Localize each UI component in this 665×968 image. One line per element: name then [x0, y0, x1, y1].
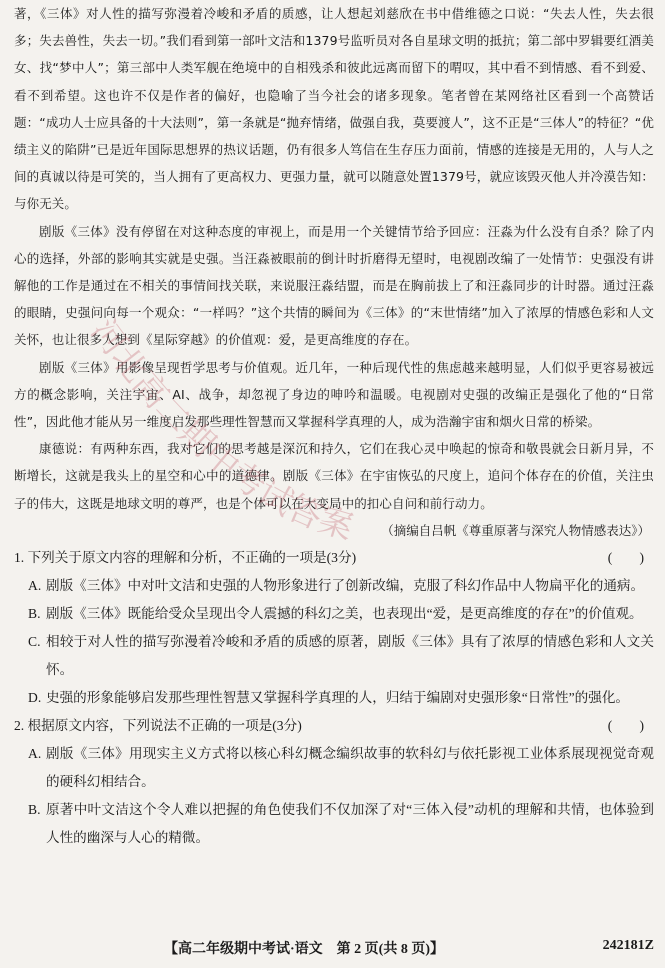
option-letter: A.	[28, 746, 42, 762]
question-2	[14, 712, 654, 852]
option-letter: C.	[28, 634, 41, 650]
question-stem: 2. 根据原文内容，下列说法不正确的一项是(3分)	[14, 718, 302, 734]
option-a	[14, 572, 654, 600]
watermark-textpath: 河北高二期中考试答案	[82, 311, 358, 548]
essay-paragraph: 剧版《三体》用影像呈现哲学思考与价值观。近几年，一种后现代性的焦虑越来越明显，人们似乎更容易被远方的概念影响，关注宇宙、AI、战争，却忽视了身边的呻吟和温暖。电视剧对史强的改编正是强化了他的“日常性”，因此他才能从另一维度启发那些理性智慧而又掌握科学真理的人，成为浩瀚宇宙和烟火日常的桥梁。	[14, 359, 654, 430]
essay-passage	[14, 0, 654, 544]
option-b	[14, 600, 654, 628]
option-text: 剧版《三体》既能给受众呈现出令人震撼的科幻之美，也表现出“爱，是更高维度的存在”的价值观。	[46, 606, 643, 622]
answer-blank: ( )	[607, 718, 644, 734]
option-c	[14, 628, 654, 684]
footer-page-info: 【高二年级期中考试·语文 第 2 页(共 8 页)】	[164, 942, 444, 957]
option-letter: A.	[28, 578, 42, 594]
option-a	[14, 740, 654, 796]
essay-paragraph: 剧版《三体》没有停留在对这种态度的审视上，而是用一个关键情节给予回应：汪淼为什么没有自杀？除了内心的选择，外部的影响其实就是史强。当汪淼被眼前的倒计时折磨得无望时，电视剧改编了一处情节：史强没有讲解他的工作是通过在不相关的事情间找关联，来说服汪淼结盟，而是在胸前拔上了和汪淼同步的计时器。通过汪淼的眼睛，史强问向每一个观众：“一样吗？”这个共情的瞬间为《三体》的“末世情绪”加入了浓厚的情感色彩和人文关怀，也让很多人想到《星际穿越》的价值观：爱，是更高维度的存在。	[14, 223, 654, 348]
exam-page	[14, 0, 654, 968]
page-footer	[14, 938, 654, 958]
answer-blank: ( )	[607, 550, 644, 566]
option-d	[14, 684, 654, 712]
essay-paragraph: 著，《三体》对人性的描写弥漫着冷峻和矛盾的质感，让人想起刘慈欣在书中借维德之口说：“失去人性，失去很多；失去兽性，失去一切。”我们看到第一部叶文洁和1379号监听员对各自星球文明的抵抗；第二部中罗辑要红酒美女、找“梦中人”；第三部中人类军舰在绝境中的自相残杀和彼此远离而留下的喟叹，其中看不到情感、看不到爱、看不到希望。这也许不仅是作者的偏好，也隐喻了当今社会的诸多现象。笔者曾在某网络社区看到一个高赞话题：“成功人士应具备的十大法则”，第一条就是“抛弃情绪，做强自我，莫要渡人”，这不正是“三体人”的特征？“优绩主义的陷阱”已是近年国际思想界的热议话题，仍有很多人笃信在生存压力面前，情感的连接是无用的，人与人之间的真诚以待是可笑的，当人拥有了更高权力、更强力量，就可以随意处置1379号，就应该毁灭他人并冷漠告知：与你无关。	[14, 6, 654, 212]
option-letter: B.	[28, 802, 41, 818]
option-letter: B.	[28, 606, 41, 622]
option-text: 原著中叶文洁这个令人难以把握的角色使我们不仅加深了对“三体入侵”动机的理解和共情，也体验到人性的幽深与人心的精微。	[46, 802, 654, 846]
essay-paragraph: 康德说：有两种东西，我对它们的思考越是深沉和持久，它们在我心灵中唤起的惊奇和敬畏就会日新月异，不断增长，这就是我头上的星空和心中的道德律。剧版《三体》在宇宙恢弘的尺度上，追问个体存在的价值，关注虫子的伟大，这既是地球文明的尊严，也是个体可以在大变局中的扣心自问和前行动力。	[14, 441, 654, 511]
option-text: 剧版《三体》中对叶文洁和史强的人物形象进行了创新改编，克服了科幻作品中人物扁平化的通病。	[46, 578, 645, 594]
footer-code: 242181Z	[602, 938, 654, 953]
source-citation: （摘编自吕帆《尊重原著与深究人物情感表达》）	[381, 522, 650, 538]
option-text: 相较于对人性的描写弥漫着冷峻和矛盾的质感的原著，剧版《三体》具有了浓厚的情感色彩和人文关怀。	[46, 634, 654, 678]
question-1	[14, 544, 654, 712]
question-stem: 1. 下列关于原文内容的理解和分析，不正确的一项是(3分)	[14, 550, 357, 566]
option-text: 剧版《三体》用现实主义方式将以核心科幻概念编织故事的软科幻与依托影视工业体系展现视觉奇观的硬科幻相结合。	[46, 746, 654, 790]
option-letter: D.	[28, 690, 42, 706]
option-text: 史强的形象能够启发那些理性智慧又掌握科学真理的人，归结于编剧对史强形象“日常性”的强化。	[46, 690, 630, 706]
option-b	[14, 796, 654, 852]
